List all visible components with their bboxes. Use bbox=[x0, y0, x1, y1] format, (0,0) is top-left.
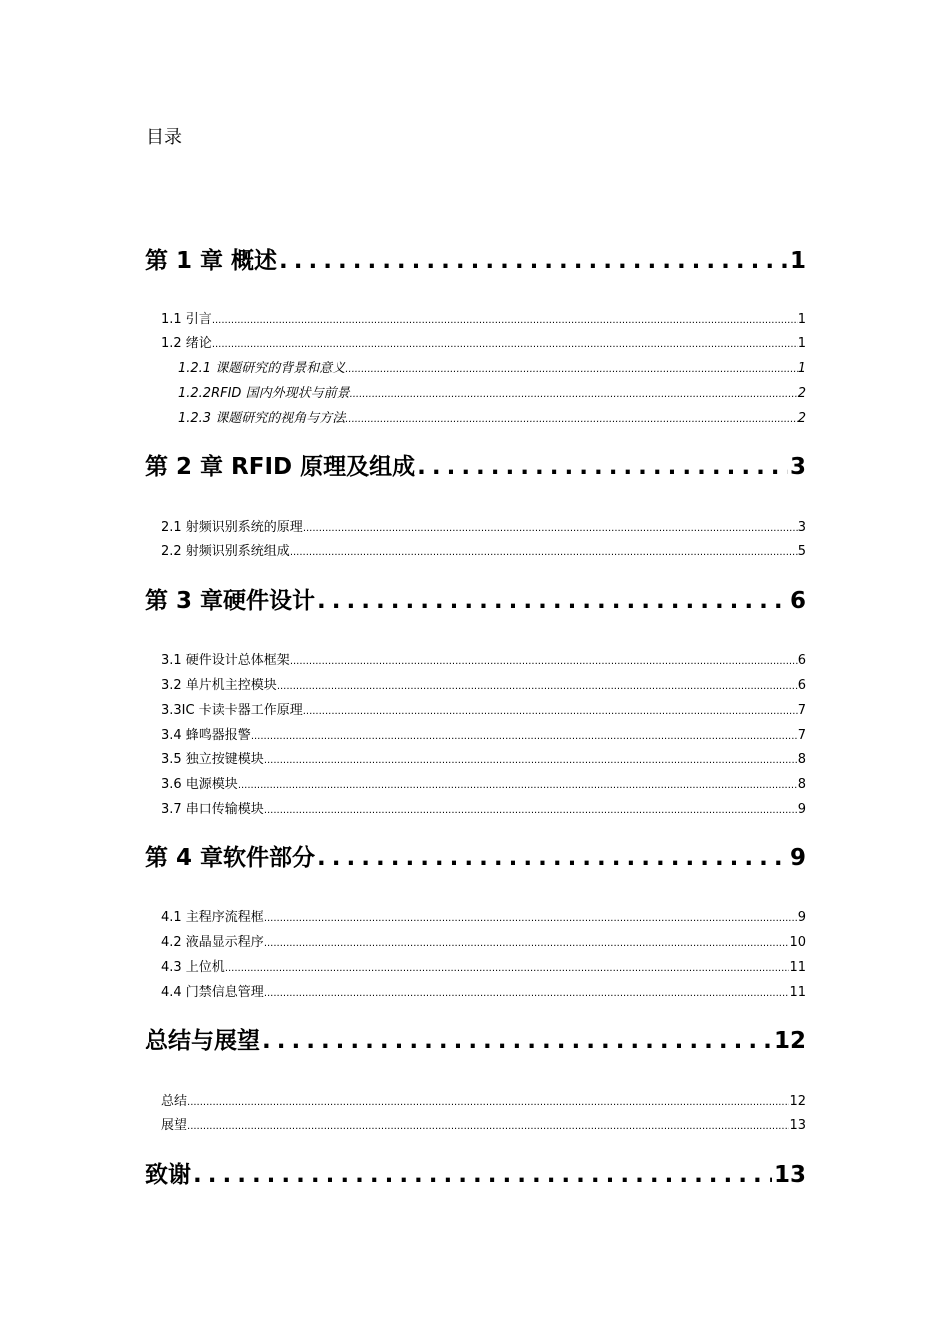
dot-leader bbox=[264, 802, 798, 820]
dot-leader bbox=[264, 910, 798, 928]
toc-entry-3-1[interactable] bbox=[161, 652, 806, 670]
toc-entry-page: 7 bbox=[797, 728, 806, 743]
dot-leader bbox=[315, 586, 788, 616]
toc-entry-chapter-2[interactable] bbox=[145, 452, 806, 482]
toc-entry-text: 4.4 门禁信息管理 bbox=[161, 985, 264, 1000]
toc-entry-3-5[interactable] bbox=[161, 751, 806, 769]
toc-entry-1-2[interactable] bbox=[161, 335, 806, 353]
toc-entry-summary-outlook[interactable] bbox=[145, 1026, 806, 1056]
toc-entry-page: 11 bbox=[789, 985, 806, 1000]
dot-leader bbox=[277, 678, 798, 696]
toc-entry-chapter-4[interactable] bbox=[145, 843, 806, 873]
dot-leader bbox=[264, 752, 798, 770]
dot-leader bbox=[187, 1118, 789, 1136]
toc-entry-text: 第 3 章硬件设计 bbox=[145, 588, 316, 614]
toc-entry-text: 第 1 章 概述 bbox=[145, 248, 278, 274]
toc-entry-text: 3.1 硬件设计总体框架 bbox=[161, 653, 290, 668]
toc-entry-summary[interactable] bbox=[161, 1093, 806, 1111]
toc-entry-page: 13 bbox=[789, 1118, 806, 1133]
dot-leader bbox=[238, 777, 798, 795]
toc-entry-1-2-1[interactable] bbox=[178, 360, 806, 378]
toc-entry-page: 8 bbox=[797, 777, 806, 792]
toc-entry-text: 展望 bbox=[161, 1118, 188, 1133]
toc-entry-1-2-2[interactable] bbox=[178, 385, 806, 403]
toc-entry-2-2[interactable] bbox=[161, 543, 806, 561]
dot-leader bbox=[251, 728, 798, 746]
dot-leader bbox=[303, 703, 798, 721]
toc-entry-page: 13 bbox=[773, 1162, 806, 1188]
toc-entry-1-1[interactable] bbox=[161, 311, 806, 329]
toc-entry-text: 致谢 bbox=[145, 1162, 191, 1188]
toc-entry-text: 1.2.1 课题研究的背景和意义 bbox=[178, 361, 346, 376]
toc-entry-2-1[interactable] bbox=[161, 519, 806, 537]
toc-entry-page: 1 bbox=[797, 336, 806, 351]
toc-entry-chapter-3[interactable] bbox=[145, 586, 806, 616]
dot-leader bbox=[264, 985, 790, 1003]
toc-entry-4-3[interactable] bbox=[161, 959, 806, 977]
toc-entry-page: 2 bbox=[797, 386, 806, 401]
toc-entry-3-7[interactable] bbox=[161, 801, 806, 819]
toc-entry-1-2-3[interactable] bbox=[178, 410, 806, 428]
dot-leader bbox=[415, 452, 788, 482]
toc-entry-text: 4.1 主程序流程框 bbox=[161, 910, 264, 925]
toc-entry-chapter-1[interactable] bbox=[145, 246, 806, 276]
toc-entry-page: 9 bbox=[797, 802, 806, 817]
dot-leader bbox=[290, 653, 798, 671]
toc-entry-text: 第 4 章软件部分 bbox=[145, 845, 316, 871]
toc-entry-text: 1.2.2RFID 国内外现状与前景 bbox=[178, 386, 350, 401]
toc-entry-page: 6 bbox=[789, 588, 806, 614]
dot-leader bbox=[225, 960, 790, 978]
dot-leader bbox=[260, 1026, 772, 1056]
toc-entry-text: 3.4 蜂鸣器报警 bbox=[161, 728, 251, 743]
toc-entry-4-4[interactable] bbox=[161, 984, 806, 1002]
toc-entry-outlook[interactable] bbox=[161, 1117, 806, 1135]
toc-entry-3-2[interactable] bbox=[161, 677, 806, 695]
toc-entry-page: 5 bbox=[797, 544, 806, 559]
toc-entry-page: 6 bbox=[797, 678, 806, 693]
toc-entry-text: 4.3 上位机 bbox=[161, 960, 225, 975]
toc-entry-3-4[interactable] bbox=[161, 727, 806, 745]
toc-entry-text: 3.6 电源模块 bbox=[161, 777, 238, 792]
toc-entry-text: 1.1 引言 bbox=[161, 312, 212, 327]
toc-entry-4-1[interactable] bbox=[161, 909, 806, 927]
toc-entry-text: 第 2 章 RFID 原理及组成 bbox=[145, 454, 416, 480]
toc-entry-page: 9 bbox=[797, 910, 806, 925]
toc-entry-page: 1 bbox=[797, 361, 806, 376]
toc-entry-page: 3 bbox=[797, 520, 806, 535]
toc-entry-text: 总结与展望 bbox=[145, 1028, 260, 1054]
toc-entry-text: 3.3IC 卡读卡器工作原理 bbox=[161, 703, 303, 718]
toc-entry-page: 6 bbox=[797, 653, 806, 668]
toc-entry-page: 1 bbox=[797, 312, 806, 327]
toc-entry-4-2[interactable] bbox=[161, 934, 806, 952]
toc-entry-page: 7 bbox=[797, 703, 806, 718]
toc-entry-3-3[interactable] bbox=[161, 702, 806, 720]
toc-entry-text: 3.7 串口传输模块 bbox=[161, 802, 264, 817]
dot-leader bbox=[212, 312, 798, 330]
dot-leader bbox=[264, 935, 790, 953]
toc-entry-page: 9 bbox=[789, 845, 806, 871]
toc-entry-page: 10 bbox=[789, 935, 806, 950]
dot-leader bbox=[303, 520, 798, 538]
toc-title: 目录 bbox=[146, 127, 182, 148]
toc-entry-page: 3 bbox=[789, 454, 806, 480]
dot-leader bbox=[191, 1160, 772, 1190]
toc-entry-text: 1.2.3 课题研究的视角与方法 bbox=[178, 411, 346, 426]
dot-leader bbox=[345, 411, 798, 429]
dot-leader bbox=[212, 336, 798, 354]
toc-entry-text: 2.2 射频识别系统组成 bbox=[161, 544, 290, 559]
dot-leader bbox=[277, 246, 788, 276]
dot-leader bbox=[315, 843, 788, 873]
toc-entry-acknowledgements[interactable] bbox=[145, 1160, 806, 1190]
toc-entry-page: 1 bbox=[789, 248, 806, 274]
toc-entry-text: 4.2 液晶显示程序 bbox=[161, 935, 264, 950]
dot-leader bbox=[345, 361, 798, 379]
toc-entry-text: 3.2 单片机主控模块 bbox=[161, 678, 277, 693]
toc-entry-page: 12 bbox=[773, 1028, 806, 1054]
toc-entry-page: 12 bbox=[789, 1094, 806, 1109]
toc-entry-text: 2.1 射频识别系统的原理 bbox=[161, 520, 303, 535]
toc-entry-text: 3.5 独立按键模块 bbox=[161, 752, 264, 767]
toc-entry-page: 2 bbox=[797, 411, 806, 426]
toc-entry-page: 11 bbox=[789, 960, 806, 975]
toc-entry-3-6[interactable] bbox=[161, 776, 806, 794]
dot-leader bbox=[290, 544, 798, 562]
toc-entry-page: 8 bbox=[797, 752, 806, 767]
dot-leader bbox=[187, 1094, 789, 1112]
toc-entry-text: 总结 bbox=[161, 1094, 188, 1109]
dot-leader bbox=[350, 386, 798, 404]
toc-entry-text: 1.2 绪论 bbox=[161, 336, 212, 351]
